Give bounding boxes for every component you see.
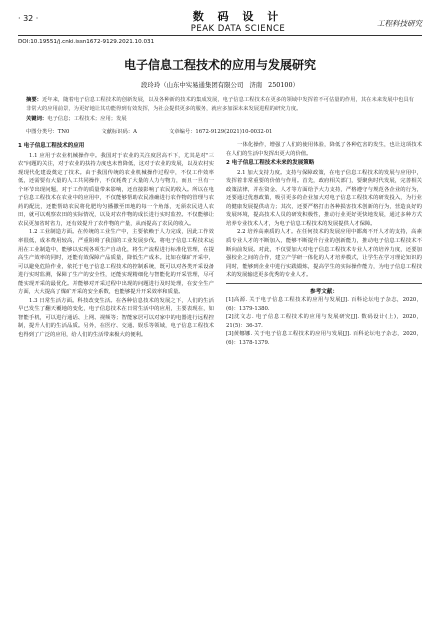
- references-list: [226, 296, 422, 347]
- references-title: 参考文献：: [310, 288, 338, 295]
- journal-title-en: PEAK DATA SCIENCE: [190, 24, 286, 34]
- doi[interactable]: DOI:10.19551/j.cnki.issn1672-9129.2021.10.031: [18, 39, 155, 45]
- body-paragraph: 2.1 加大支持力度。支持与保障政策，在电子信息工程技术的发展与应用中，发挥着非常重要的价值与作用。首先，政府相关部门，要聚焦时代发展，完善相关政策法律，并在资金、人才等方面给予大力支持，严格遵守与规范各企业的行为，还要通过优惠政策，吸引更多的企业加大对电子信息工程技术的研发投入，为行业的健康发展提供动力；其次，还要严格打击各种损害技术创新的行为，营造良好的发展环境，提高技术人员的研发积极性，推动行业更好更快地发展，通过多种方式培养专业技术人才，为电子信息工程技术的发展提供人才保障。: [226, 169, 422, 227]
- article-authors: 段玲玲（山东中实易通集团有限公司 济南 250100）: [141, 81, 299, 89]
- right-column-body: [226, 141, 422, 280]
- section-label: 工程科技研究: [377, 19, 422, 28]
- reference-item: [1]高源. 关于电子信息工程技术的应用与发展[J]. 百科论坛电子杂志，2020，(6)：1379-1380.: [226, 297, 422, 312]
- body-paragraph: 2.2 培养高素质的人才。在任何技术的发展应用中都离不开人才的支持，高素质专业人才的不断加入，能够不断提升行业的创新能力，推动电子信息工程技术不断向前发展。对此，不仅要加大对电子信息工程技术专业人才的培养力度，还要加强校企之间的合作，建立产学研一体化的人才培养模式，让学生在学习理论知识的同时，能够到企业中进行实践锻炼，提高学生的实际操作能力，为电子信息工程技术的发展输送更多优秀的专业人才。: [226, 229, 422, 279]
- journal-title-cn: 数 码 设 计: [192, 10, 284, 23]
- body-paragraph: 一体化操作，增强了人们的使用体验，降低了各种危害的发生，也让这项技术在人们的生活中发挥出更大的价值。: [226, 142, 422, 157]
- references-rule: [226, 283, 422, 284]
- body-paragraph: 1.3 日常生活方面。科技改变生活。在各种信息技术的发展之下，人们的生活早已发生了翻天覆地的变化，电子信息技术在日常生活中的应用，主要表现在，如智能手机，可以进行通话、上网、视频等；智能家居可以对家中的电器进行远程控制，提升人们的生活品质。另外，在医疗、交通、娱乐等领域，电子信息工程技术也得到了广泛的应用，给人们的生活带来极大的便利。: [18, 297, 214, 339]
- reference-item: [2]沈文志. 电子信息工程技术的应用与发展研究[J]. 数码设计(上)，2020，21(5)：36-37.: [226, 314, 422, 329]
- page-number: · 32 ·: [18, 14, 39, 23]
- body-paragraph: 1.2 工业制造方面。在传统的工业生产中，主要依赖于人力完成，因此工作效率很低，成本费用较高，严重阻碍了我国的工业发展步伐。将电子信息工程技术运用在工业制造中，能够以实现各项生产自动化，将生产流程进行标准化管理，在提高生产效率的同时，还能有效保障产品质量，降低生产成本。比如在煤矿开采中，可以避免危险作业，依托于电子信息工程技术的控制系统，既可以对各类开采设备进行实时监测，保障了生产的安全性，还能实现精细化与智能化的开采管理，尽可能实现开采的最优化。并能够对开采过程中出现的问题进行及时处理，在安全生产方面，大大提高了煤矿开采的安全系数，也能够提升开采效率和质量。: [18, 229, 214, 296]
- keywords: [18, 115, 422, 124]
- abstract: [18, 96, 422, 114]
- section-heading: 1 电子信息工程技术的应用: [18, 143, 85, 149]
- document-code: 文献标识码：A: [101, 129, 137, 135]
- left-column: [18, 141, 214, 348]
- right-column: [226, 141, 422, 348]
- abstract-label: 摘要：: [26, 97, 42, 103]
- header-rule: [18, 35, 422, 36]
- reference-item: [3]黄娜娜. 关于电子信息工程技术的应用与发展[J]. 百科论坛电子杂志，2020，(6)：1378-1379.: [226, 331, 422, 347]
- article-title: 电子信息工程技术的应用与发展研究: [123, 58, 316, 72]
- journal-title: [158, 8, 318, 34]
- section-heading: 2 电子信息工程技术未来的发展策略: [226, 160, 315, 167]
- classification-line: [18, 127, 422, 135]
- clc-number: 中图分类号：TN0: [26, 129, 70, 135]
- body-columns: [18, 141, 422, 348]
- keywords-text: 电子信息；工程技术；应用；发展: [47, 116, 127, 122]
- article-number: 文章编号：1672-9129(2021)10-0032-01: [168, 129, 273, 135]
- running-header: [18, 8, 422, 32]
- keywords-label: 关键词：: [26, 116, 48, 122]
- body-paragraph: 1.1 应用于农业机械操作中。我国对于农业的关注度居高不下，尤其是对"三农"问题的关注，对于农业的扶持力度也未曾降低，这对于农业的发展，以及农村实现现代化建设奠定了技术。由于我国传统的农业机械操作过程中，不仅工作效率低，还需要有大量的人工共同操作，不仅耗费了大量的人力与物力，而且一旦有一个环节出现问题，对于工作的质量带来影响，还直接影响了农民的收入。所以在电子信息工程技术在农业中的应用中，不仅能够帮助农民准确进行农作物的管理与农药的配比，还能帮助农民将化肥均匀播撒至田地的每一个角落，无须农民进人农田，就可以观察农田的实际情况，以及对农作物的成长进行实时监控。不仅能够让农民更加省时省力，还有效提升了农作物的产量，从而提高了农民的收入。: [18, 152, 214, 227]
- abstract-text: 近年来，随着电子信息工程技术的创新发展，以及各种新的技术的集成发展，电子信息工程技术在更多的领域中发挥着不可估量的作用，其在未来发展中也具有非常大的应用前景，为更好地让其功能得到有效发挥，为社会提供更多的服务，就应多加深未来发展进程的研究力度。: [26, 97, 414, 112]
